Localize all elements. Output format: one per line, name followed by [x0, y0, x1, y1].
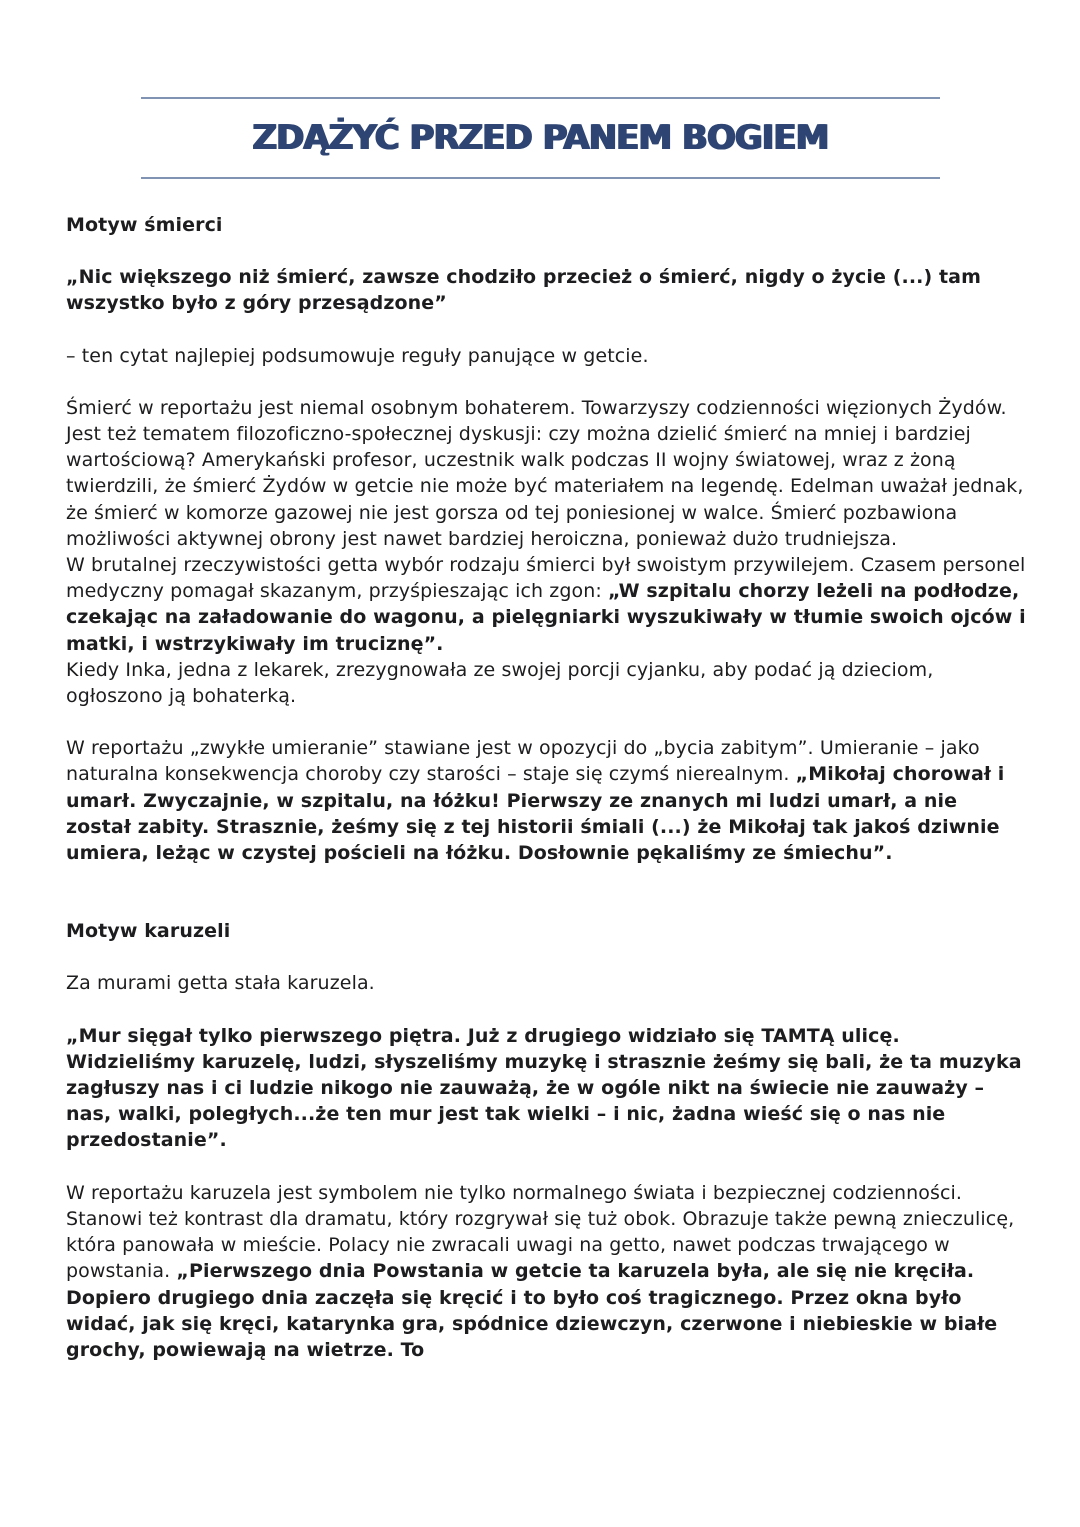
title-bottom-rule: [141, 177, 940, 179]
paragraph-death-4-text: W reportażu „zwykłe umieranie” stawiane jest w opozycji do „bycia zabitym”. Umieranie – jako naturalna konsekwencja choroby czy starości – staje się czymś nierealnym.: [66, 737, 980, 786]
quote-hospital: „W szpitalu chorzy leżeli na podłodze, czekając na załadowanie do wagonu, a pielęgniarki wyszukiwały w tłumie swoich ojców i matki, i wstrzykiwały im truciznę”.: [66, 580, 1026, 655]
paragraph-death-4: [66, 735, 1026, 866]
quote-wall: „Mur sięgał tylko pierwszego piętra. Już z drugiego widziało się TAMTĄ ulicę. Widzieliśmy karuzelę, ludzi, słyszeliśmy muzykę i strasznie żeśmy się bali, że ta muzyka zagłuszy nas i ci ludzie nikogo nie zauważą, że w ogóle nikt na świecie nie zauważy – nas, walki, poległych...że ten mur jest tak wielki – i nic, żadna wieść się o nas nie przedostanie”.: [66, 1024, 1022, 1152]
page-title: ZDĄŻYĆ PRZED PANEM BOGIEM: [252, 118, 829, 158]
paragraph-carousel-intro: Za murami getta stała karuzela.: [66, 972, 375, 995]
paragraph-carousel-1: [66, 1180, 1026, 1363]
paragraph-death-3: Kiedy Inka, jedna z lekarek, zrezygnowała ze swojej porcji cyjanku, aby podać ją dzieciom, ogłoszono ją bohaterką.: [66, 658, 934, 708]
quote-first-day: „Pierwszego dnia Powstania w getcie ta karuzela była, ale się nie kręciła. Dopiero drugiego dnia zaczęła się kręcić i to było coś tragicznego. Przez okna było widać, jak się kręci, katarynka gra, spódnice dziewczyn, czerwone i niebieskie w białe grochy, powiewają na wietrze. To: [66, 1260, 998, 1361]
document-body: [66, 212, 1026, 1363]
section-heading-death: Motyw śmierci: [66, 214, 223, 236]
title-top-rule: [141, 97, 940, 99]
paragraph-death-2: [66, 552, 1026, 657]
quote-death: „Nic większego niż śmierć, zawsze chodziło przecież o śmierć, nigdy o życie (...) tam wszystko było z góry przesądzone”: [66, 266, 981, 315]
paragraph-carousel-1-text: W reportażu karuzela jest symbolem nie tylko normalnego świata i bezpiecznej codzienności. Stanowi też kontrast dla dramatu, który rozgrywał się tuż obok. Obrazuje także pewną znieczulicę, która panowała w mieście. Polacy nie zwracali uwagi na getto, nawet podczas trwającego w powstania.: [66, 1181, 1015, 1283]
quote-mikolaj: „Mikołaj chorował i umarł. Zwyczajnie, w szpitalu, na łóżku! Pierwszy ze znanych mi ludzi umarł, a nie został zabity. Strasznie, żeśmy się z tej historii śmiali (...) że Mikołaj tak jakoś dziwnie umiera, leżąc w czystej pościeli na łóżku. Dosłownie pękaliśmy ze śmiechu”.: [66, 763, 1005, 865]
section-heading-carousel: Motyw karuzeli: [66, 920, 231, 943]
quote-comment: – ten cytat najlepiej podsumowuje reguły panujące w getcie.: [66, 344, 649, 367]
paragraph-death-1: Śmierć w reportażu jest niemal osobnym bohaterem. Towarzyszy codzienności więzionych Żydów. Jest też tematem filozoficzno-społecznej dyskusji: czy można dzielić śmierć na mniej i bardziej wartościową? Amerykański profesor, uczestnik walk podczas II wojny światowej, wraz z żoną twierdzili, że śmierć Żydów w getcie nie może być materiałem na legendę. Edelman uważał jednak, że śmierć w komorze gazowej nie jest gorsza od tej poniesionej w walce. Śmierć pozbawiona możliwości aktywnej obrony jest nawet bardziej heroiczna, ponieważ dużo trudniejsza.: [66, 396, 1024, 550]
paragraph-death-2-text: W brutalnej rzeczywistości getta wybór rodzaju śmierci był swoistym przywilejem. Czasem personel medyczny pomagał skazanym, przyśpieszając ich zgon:: [66, 554, 1026, 603]
